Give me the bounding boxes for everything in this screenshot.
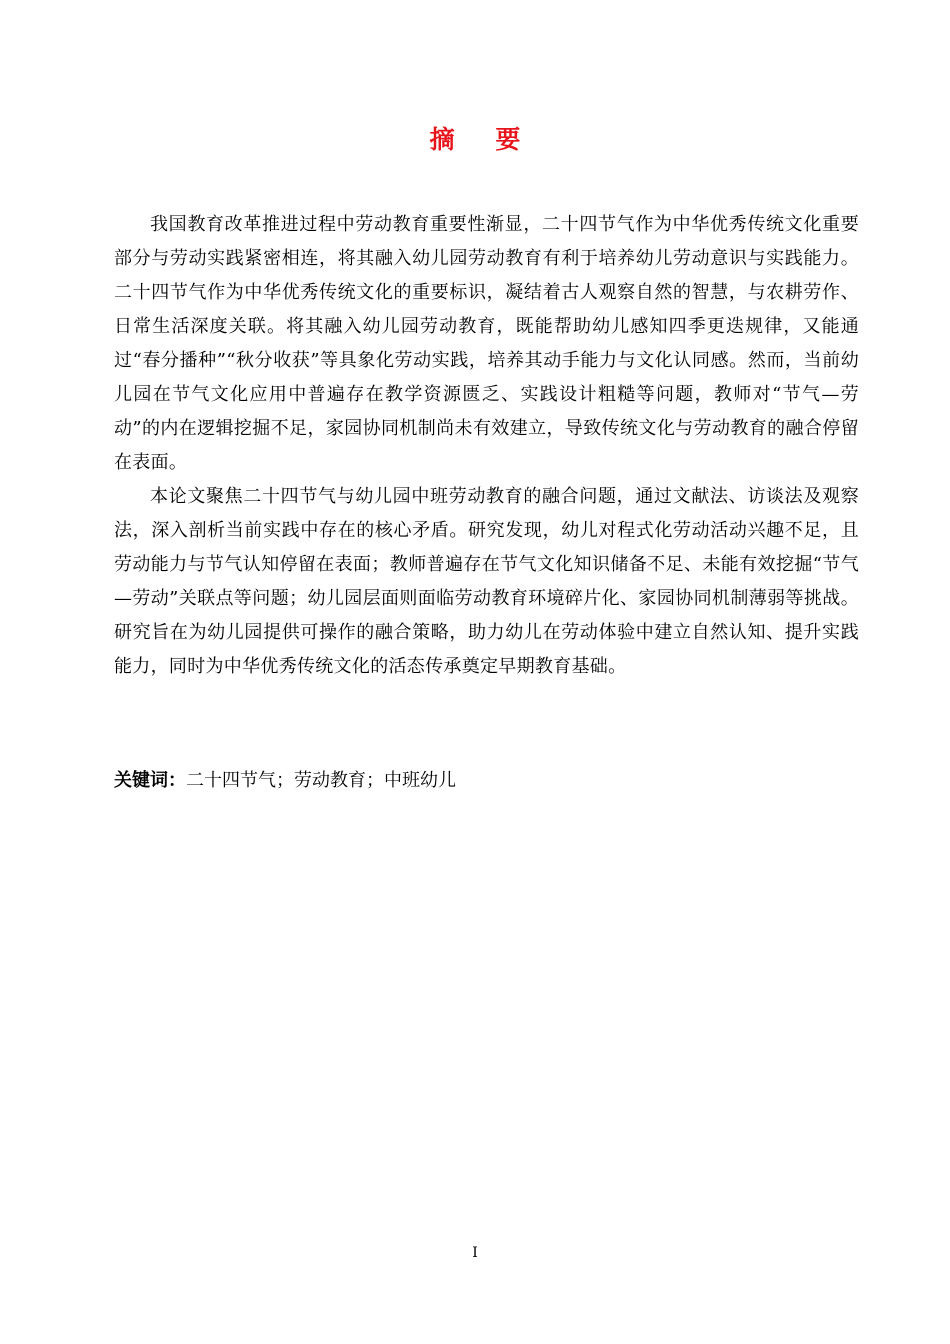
page-title: 摘 要 [429, 125, 537, 154]
abstract-paragraph-2: 本论文聚焦二十四节气与幼儿园中班劳动教育的融合问题，通过文献法、访谈法及观察法，深入剖析当前实践中存在的核心矛盾。研究发现，幼儿对程式化劳动活动兴趣不足，且劳动能力与节气认知停留在表面；教师普遍存在节气文化知识储备不足、未能有效挖掘“节气—劳动”关联点等问题；幼儿园层面则面临劳动教育环境碎片化、家园协同机制薄弱等挑战。研究旨在为幼儿园提供可操作的融合策略，助力幼儿在劳动体验中建立自然认知、提升实践能力，同时为中华优秀传统文化的活态传承奠定早期教育基础。 [114, 486, 859, 677]
page-number: I [472, 1245, 478, 1261]
abstract-body [114, 208, 859, 684]
keywords-label: 关键词： [114, 770, 186, 791]
keywords-value: 二十四节气；劳动教育；中班幼儿 [186, 770, 456, 791]
abstract-paragraph-1: 我国教育改革推进过程中劳动教育重要性渐显，二十四节气作为中华优秀传统文化重要部分与劳动实践紧密相连，将其融入幼儿园劳动教育有利于培养幼儿劳动意识与实践能力。二十四节气作为中华优秀传统文化的重要标识，凝结着古人观察自然的智慧，与农耕劳作、日常生活深度关联。将其融入幼儿园劳动教育，既能帮助幼儿感知四季更迭规律，又能通过“春分播种”“秋分收获”等具象化劳动实践，培养其动手能力与文化认同感。然而，当前幼儿园在节气文化应用中普遍存在教学资源匮乏、实践设计粗糙等问题，教师对“节气—劳动”的内在逻辑挖掘不足，家园协同机制尚未有效建立，导致传统文化与劳动教育的融合停留在表面。 [114, 214, 859, 473]
keywords-line [114, 764, 859, 798]
